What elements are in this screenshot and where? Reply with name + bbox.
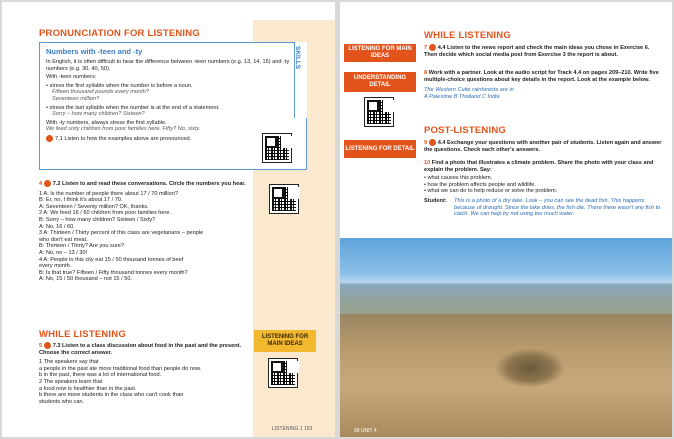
list-item: 4 A: People in this city eat 15 / 50 thousand tonnes of beef xyxy=(39,256,184,263)
skills-vertical-label: SKILLS xyxy=(294,42,307,118)
section-title-while-listening: WHILE LISTENING xyxy=(39,329,126,340)
list-item: • what we can do to help reduce or solve the problem. xyxy=(424,188,558,195)
list-item: A: No, no – 13 / 30! xyxy=(39,249,88,256)
left-page xyxy=(2,2,335,437)
exercise-8 xyxy=(424,70,662,100)
list-item: 2 A: We feed 16 / 60 children from poor families here. xyxy=(39,210,172,217)
list-item: 2 The speakers learn that xyxy=(39,378,103,385)
page-number-left: LISTENING 1 153 xyxy=(272,426,313,432)
list-item: A: No, 15 / 50 thousand – not 15 / 50. xyxy=(39,276,132,283)
qr-code-icon[interactable] xyxy=(269,184,299,214)
audio-line-7-1: 7.1 Listen to how the examples above are pronounced. xyxy=(46,135,256,143)
skills-box xyxy=(39,42,307,170)
list-item: B: Sorry – how many children? Sixteen / Sixty? xyxy=(39,216,156,223)
list-item: students who can. xyxy=(39,398,85,405)
section-title-pronunciation: PRONUNCIATION FOR LISTENING xyxy=(39,28,200,39)
skills-title: Numbers with -teen and -ty xyxy=(46,47,143,56)
exercise-5 xyxy=(39,342,251,405)
exercise-8-text: 8 Work with a partner. Look at the audio script for Track 4.4 on pages 209–210. Write five multiple-choice questions about key details in the report. Look at the example below. xyxy=(424,70,659,83)
exercise-8-options: A Palestine B Thailand C India xyxy=(424,93,500,100)
list-item: who don't eat meat. xyxy=(39,236,88,243)
audio-icon[interactable] xyxy=(429,139,436,146)
teen-bullet-1: • stress the first syllable when the number is before a noun. xyxy=(46,82,193,89)
exercise-4-lines xyxy=(39,191,254,283)
student-text: This is a photo of a dry lake. Look – you can see the dead fish. This happens because of drought. Since the lake dries, the fish die. There there wasn't any fish to catch. We can help by not using too much water. xyxy=(454,197,661,218)
list-item: 3 A: Thirteen / Thirty percent of this class are vegetarians – people xyxy=(39,230,204,237)
audio-icon[interactable] xyxy=(44,342,51,349)
teen-example-1: Fifteen thousand pounds every month? xyxy=(52,89,150,96)
section-title-while-listening: WHILE LISTENING xyxy=(424,30,511,41)
skills-intro: In English, it is often difficult to hear the difference between -teen numbers (e.g. 13, 14, 15) and -ty numbers (e.g. 30, 40, 50). xyxy=(46,59,290,72)
list-item: B: Is that true? Fifteen / Fifty thousand tonnes every month? xyxy=(39,269,188,276)
list-item: • what causes this problem. xyxy=(424,175,493,182)
list-item: • how the problem affects people and wildlife. xyxy=(424,181,536,188)
list-item: 1 The speakers say that xyxy=(39,359,99,366)
list-item: b in the past, there was a lot of international food. xyxy=(39,372,162,379)
list-item: a people in the past ate more traditional food than people do now. xyxy=(39,365,202,372)
exercise-4-instruction: 4 7.2 Listen to and read these conversations. Circle the numbers you hear. xyxy=(39,180,246,187)
exercise-10 xyxy=(424,160,662,218)
list-item: A: No, 16 / 60. xyxy=(39,223,75,230)
exercise-5-instruction: 5 7.3 Listen to a class discussion about food in the past and the present. Choose the correct answer. xyxy=(39,342,242,356)
tag-understanding-detail: UNDERSTANDING DETAIL xyxy=(344,72,416,92)
list-item: A: Seventeen / Seventy million? OK, thanks. xyxy=(39,203,149,210)
qr-code-icon[interactable] xyxy=(364,97,394,127)
list-item: 1 A: Is the number of people there about 17 / 70 million? xyxy=(39,190,179,197)
list-item: every month. xyxy=(39,263,72,270)
qr-code-icon[interactable] xyxy=(262,133,292,163)
list-item: B: Thirteen / Thirty? Are you sure? xyxy=(39,243,124,250)
exercise-8-example: The Western Cuite rainforests are in xyxy=(424,87,514,94)
exercise-4 xyxy=(39,180,254,283)
right-page xyxy=(340,2,672,437)
dry-lake-photo xyxy=(340,238,672,437)
exercise-9: 9 4.4 Exchange your questions with another pair of students. Listen again and answer the questions. Check each other's answers. xyxy=(424,139,662,153)
teen-heading: With -teen numbers: xyxy=(46,74,97,81)
audio-icon[interactable] xyxy=(46,135,53,142)
ty-example: We feed sixty children from poor families here. Fifty? No, sixty. xyxy=(46,126,201,133)
water-area xyxy=(340,284,672,314)
ty-heading: With -ty numbers, always stress the first syllable. xyxy=(46,119,167,126)
tag-listening-detail: LISTENING FOR DETAIL xyxy=(344,140,416,158)
teen-bullet-2: • stress the last syllable when the number is at the end of a statement. xyxy=(46,104,220,111)
dead-bush xyxy=(495,348,565,388)
page-number-right: 98 UNIT 4 xyxy=(354,428,377,434)
list-item: B: Er, no, I think it's about 17 / 70. xyxy=(39,197,123,204)
audio-icon[interactable] xyxy=(44,180,51,187)
exercise-7: 7 4.4 Listen to the news report and check the main ideas you chose in Exercise 6. Then decide which social media post from Exercise 3 the report is about. xyxy=(424,44,650,58)
list-item: b there are more students in the class who can't cook than xyxy=(39,392,184,399)
tag-listening-main-ideas: LISTENING FOR MAIN IDEAS xyxy=(254,330,316,352)
teen-example-2: Seventeen million? xyxy=(52,95,100,102)
teen-example-3: Sorry – how many children? Sixteen? xyxy=(52,111,145,118)
exercise-10-text: 10 Find a photo that illustrates a climate problem. Share the photo with your class and explain the problem. Say: xyxy=(424,160,654,173)
qr-code-icon[interactable] xyxy=(268,358,298,388)
section-title-post-listening: POST-LISTENING xyxy=(424,125,506,136)
audio-icon[interactable] xyxy=(429,44,436,51)
student-label: Student: xyxy=(424,197,447,204)
tag-listening-main-ideas: LISTENING FOR MAIN IDEAS xyxy=(344,44,416,62)
list-item: a food now is healthier than in the past. xyxy=(39,385,137,392)
